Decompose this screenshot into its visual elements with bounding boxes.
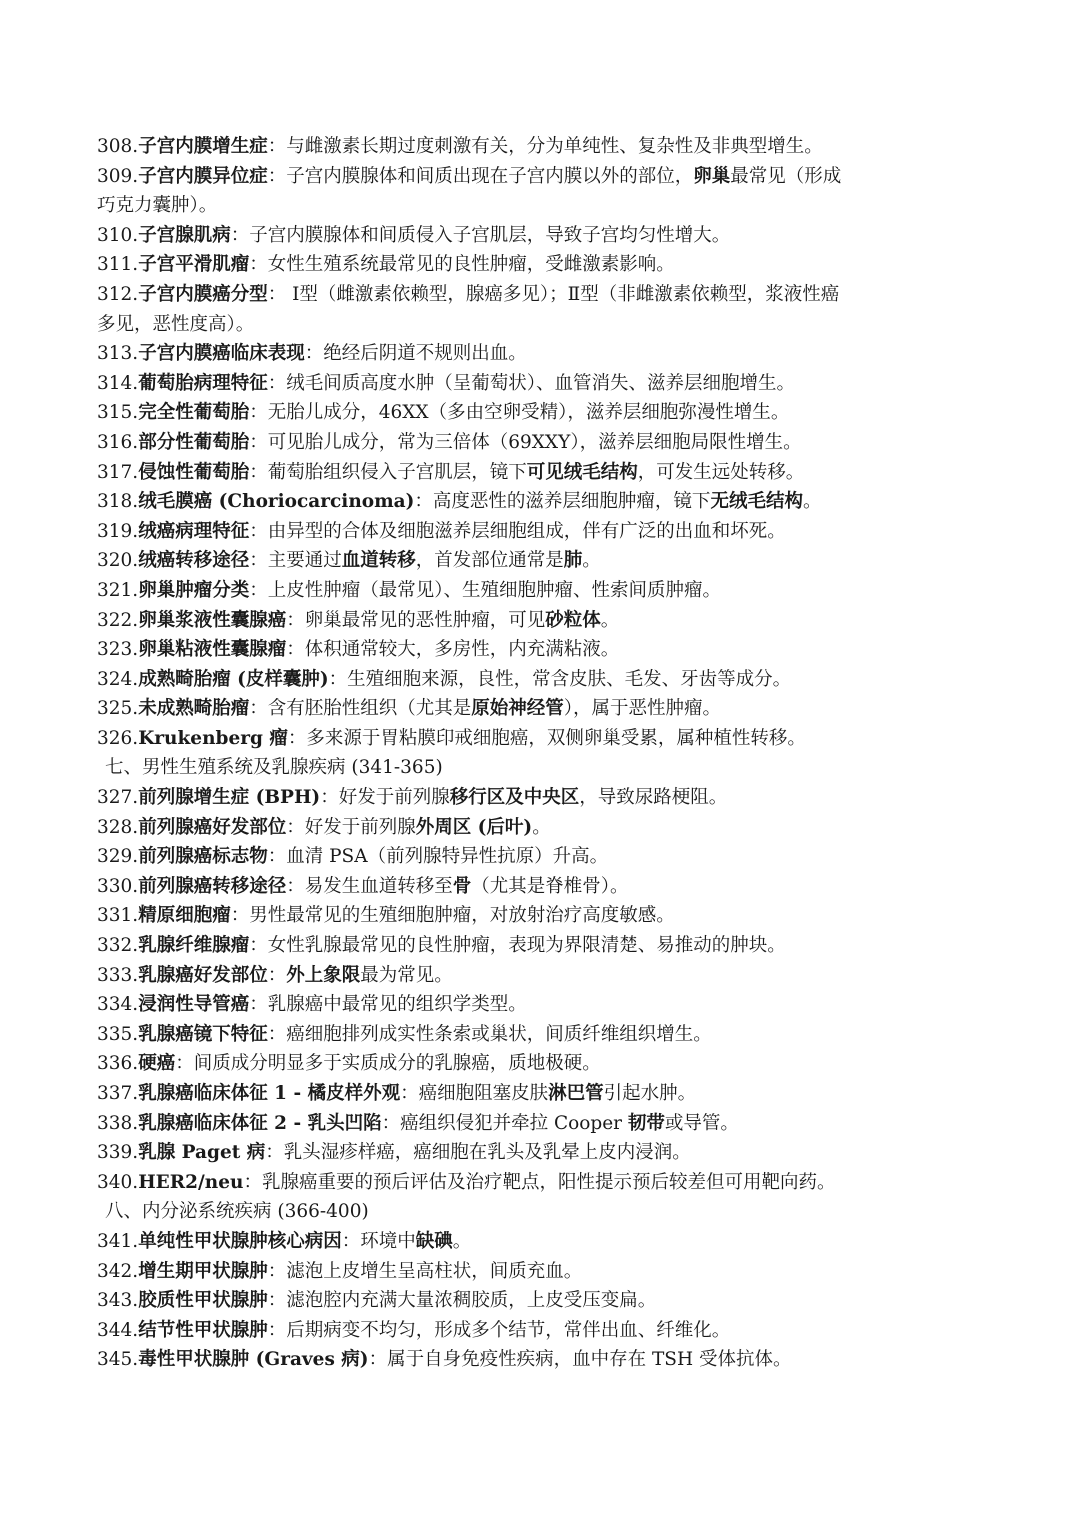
text-line-continuation [97, 310, 997, 340]
bold-term: 卵巢粘液性囊腺瘤 [138, 639, 287, 661]
text-segment: ：绝经后阴道不规则出血。 [304, 343, 527, 365]
list-item [97, 1168, 997, 1198]
text-segment: 343. [97, 1290, 139, 1312]
bold-term: 淋巴管 [548, 1083, 604, 1104]
bold-term: 单纯性甲状腺肿核心病因 [138, 1230, 342, 1252]
text-segment: ：滤泡上皮增生呈高柱状，间质充血。 [267, 1260, 583, 1282]
list-item [97, 990, 997, 1020]
bold-term: 精原细胞瘤 [138, 905, 231, 927]
bold-term: 绒毛膜癌 (Choriocarcinoma) [138, 491, 415, 513]
text-segment: 335. [97, 1023, 139, 1045]
text-segment: 322. [97, 609, 139, 631]
text-segment: ：高度恶性的滋养层细胞肿瘤，镜下 [414, 491, 711, 513]
text-segment: ：男性最常见的生殖细胞肿瘤，对放射治疗高度敏感。 [230, 905, 675, 927]
text-segment: 。 [532, 816, 551, 838]
text-segment: 334. [97, 994, 139, 1016]
bold-term: 骨 [452, 875, 472, 897]
text-segment: ：易发生血道转移至 [286, 875, 453, 897]
text-segment: ：癌组织侵犯并牵拉 Cooper [381, 1112, 628, 1134]
text-segment: 325. [97, 698, 139, 720]
text-segment: ，首发部位通常是 [415, 550, 564, 572]
text-segment: 336. [97, 1053, 139, 1075]
list-item [97, 487, 997, 517]
list-item [97, 517, 997, 547]
text-segment: 315. [97, 402, 139, 424]
list-item [97, 901, 997, 931]
text-segment: 323. [97, 639, 139, 661]
text-segment: 340. [97, 1171, 139, 1193]
list-item [97, 635, 997, 665]
text-segment: 311. [97, 254, 139, 276]
text-segment: ：环境中 [341, 1230, 416, 1252]
list-item [97, 1257, 997, 1287]
text-segment: 318. [97, 491, 139, 513]
text-segment: ：乳头湿疹样癌，癌细胞在乳头及乳晕上皮内浸润。 [265, 1142, 691, 1164]
bold-term: 子宫内膜异位症 [138, 165, 268, 187]
bold-term: 乳腺癌临床体征 2 - 乳头凹陷 [138, 1112, 382, 1134]
text-segment: 309. [97, 165, 139, 187]
text-segment: ： Ⅰ型（雌激素依赖型，腺癌多见）；Ⅱ型（非雌激素依赖型，浆液性癌 [267, 283, 840, 305]
bold-term: 侵蚀性葡萄胎 [138, 461, 250, 483]
bold-term: 结节性甲状腺肿 [138, 1319, 268, 1341]
text-segment: 319. [97, 520, 139, 542]
text-segment: ：癌细胞排列成实性条索或巢状，间质纤维组织增生。 [267, 1023, 712, 1045]
list-item [97, 221, 997, 251]
bold-term: 外上象限 [286, 964, 361, 986]
text-segment: 巧克力囊肿）。 [97, 195, 218, 217]
list-item [97, 724, 997, 754]
text-segment: ：女性乳腺最常见的良性肿瘤，表现为界限清楚、易推动的肿块。 [249, 935, 786, 957]
bold-term: 硬癌 [138, 1053, 176, 1075]
text-segment: 330. [97, 875, 139, 897]
text-segment: 342. [97, 1260, 139, 1282]
text-segment: 。 [582, 550, 601, 572]
text-segment: ：绒毛间质高度水肿（呈葡萄状）、血管消失、滋养层细胞增生。 [267, 372, 795, 394]
bold-term: 绒癌转移途径 [138, 550, 250, 572]
list-item [97, 872, 997, 902]
text-segment: ：上皮性肿瘤（最常见）、生殖细胞肿瘤、性索间质肿瘤。 [249, 579, 721, 601]
text-segment: 308. [97, 136, 139, 157]
text-segment: 引起水肿。 [603, 1083, 697, 1104]
bold-term: Krukenberg 瘤 [138, 727, 288, 749]
text-segment: 338. [97, 1112, 139, 1134]
text-segment: 。 [452, 1230, 472, 1252]
text-segment: 320. [97, 550, 139, 572]
bold-term: 毒性甲状腺肿 (Graves 病) [138, 1349, 369, 1371]
text-segment: 316. [97, 431, 139, 453]
text-segment: 最常见（形成 [730, 165, 842, 187]
list-item [97, 606, 997, 636]
text-segment: ：含有胚胎性组织（尤其是 [249, 698, 472, 720]
text-segment: 七、男性生殖系统及乳腺疾病 (341-365) [105, 757, 443, 779]
text-segment: ：好发于前列腺 [320, 787, 450, 809]
text-segment: ：子宫内膜腺体和间质侵入子宫肌层，导致子宫均匀性增大。 [230, 224, 731, 246]
list-item [97, 369, 997, 399]
text-segment: 多见，恶性度高）。 [97, 313, 255, 335]
bold-term: 前列腺癌转移途径 [138, 875, 287, 897]
text-segment: 329. [97, 846, 139, 868]
list-item [97, 1138, 997, 1168]
bold-term: 血道转移 [341, 550, 416, 572]
text-segment: ： [267, 964, 287, 986]
bold-term: 乳腺癌临床体征 1 - 橘皮样外观 [138, 1083, 401, 1104]
list-item [97, 132, 997, 162]
text-segment: 345. [97, 1349, 139, 1371]
bold-term: 子宫平滑肌瘤 [138, 254, 250, 276]
text-segment: 328. [97, 816, 139, 838]
text-segment: ：主要通过 [249, 550, 342, 572]
list-item [97, 1109, 997, 1139]
list-item [97, 842, 997, 872]
bold-term: 子宫腺肌病 [138, 224, 231, 246]
text-segment: ：癌细胞阻塞皮肤 [400, 1083, 549, 1104]
text-segment: ：体积通常较大，多房性，内充满粘液。 [286, 639, 620, 661]
list-item [97, 783, 997, 813]
text-segment: 。 [600, 609, 620, 631]
list-item [97, 813, 997, 843]
text-segment: 327. [97, 787, 139, 809]
bold-term: 原始神经管 [471, 698, 564, 720]
text-segment: ：女性生殖系统最常见的良性肿瘤，受雌激素影响。 [249, 254, 675, 276]
list-item [97, 961, 997, 991]
list-item [97, 546, 997, 576]
text-segment: 333. [97, 964, 139, 986]
list-item [97, 162, 997, 192]
text-segment: 312. [97, 283, 139, 305]
text-segment: ，可发生远处转移。 [637, 461, 805, 483]
bold-term: 前列腺癌好发部位 [138, 816, 287, 838]
list-item [97, 1345, 997, 1375]
list-item [97, 576, 997, 606]
text-segment: ：属于自身免疫性疾病，血中存在 TSH 受体抗体。 [368, 1349, 792, 1371]
text-segment: 317. [97, 461, 139, 483]
bold-term: 肺 [563, 550, 583, 572]
text-segment: ：可见胎儿成分，常为三倍体（69XXY），滋养层细胞局限性增生。 [249, 431, 802, 453]
text-segment: 最为常见。 [360, 964, 453, 986]
list-item [97, 1049, 997, 1079]
bold-term: 葡萄胎病理特征 [138, 372, 268, 394]
bold-term: 乳腺 Paget 病 [138, 1142, 266, 1164]
text-segment: ：卵巢最常见的恶性肿瘤，可见 [286, 609, 546, 631]
list-item [97, 280, 997, 310]
list-item [97, 1316, 997, 1346]
bold-term: 卵巢肿瘤分类 [138, 579, 250, 601]
list-item [97, 1286, 997, 1316]
text-segment: ：乳腺癌中最常见的组织学类型。 [249, 994, 527, 1016]
list-item [97, 694, 997, 724]
bold-term: 胶质性甲状腺肿 [138, 1290, 268, 1312]
text-segment: ：葡萄胎组织侵入子宫肌层，镜下 [249, 461, 527, 483]
bold-term: 成熟畸胎瘤 (皮样囊肿) [138, 668, 329, 690]
text-segment: ：与雌激素长期过度刺激有关，分为单纯性、复杂性及非典型增生。 [267, 136, 823, 157]
text-segment: 332. [97, 935, 139, 957]
bold-term: 未成熟畸胎瘤 [138, 698, 250, 720]
text-segment: 344. [97, 1319, 139, 1341]
text-segment: 341. [97, 1230, 139, 1252]
text-segment: 或导管。 [664, 1112, 739, 1134]
text-segment: ：由异型的合体及细胞滋养层细胞组成，伴有广泛的出血和坏死。 [249, 520, 786, 542]
list-item [97, 1079, 997, 1109]
bold-term: 子宫内膜癌分型 [138, 283, 268, 305]
bold-term: 部分性葡萄胎 [138, 431, 250, 453]
text-segment: ，导致尿路梗阻。 [579, 787, 728, 809]
list-item [97, 339, 997, 369]
text-segment: ：无胎儿成分，46XX（多由空卵受精），滋养层细胞弥漫性增生。 [249, 402, 790, 424]
text-segment: ：间质成分明显多于实质成分的乳腺癌，质地极硬。 [175, 1053, 601, 1075]
text-segment: 324. [97, 668, 139, 690]
text-segment: ：多来源于胃粘膜印戒细胞癌，双侧卵巢受累，属种植性转移。 [287, 727, 806, 749]
list-item [97, 665, 997, 695]
bold-term: 无绒毛结构 [710, 491, 803, 513]
bold-term: 完全性葡萄胎 [138, 402, 250, 424]
text-segment: （尤其是脊椎骨）。 [471, 875, 629, 897]
text-segment: 。 [802, 491, 822, 513]
text-segment: 337. [97, 1083, 139, 1104]
bold-term: 移行区及中央区 [449, 787, 580, 809]
section-heading [97, 753, 997, 783]
text-segment: ：滤泡腔内充满大量浓稠胶质，上皮受压变扁。 [267, 1290, 657, 1312]
list-item [97, 250, 997, 280]
bold-term: 增生期甲状腺肿 [138, 1260, 268, 1282]
bold-term: 子宫内膜癌临床表现 [138, 343, 305, 365]
list-item [97, 1227, 997, 1257]
bold-term: 砂粒体 [545, 609, 601, 631]
text-segment: 八、内分泌系统疾病 (366-400) [105, 1201, 369, 1223]
text-segment: ：后期病变不均匀，形成多个结节，常伴出血、纤维化。 [267, 1319, 731, 1341]
bold-term: 乳腺癌好发部位 [138, 964, 268, 986]
bold-term: 缺碘 [415, 1230, 453, 1252]
text-body [97, 132, 997, 1375]
bold-term: 乳腺癌镜下特征 [138, 1023, 268, 1045]
bold-term: 浸润性导管癌 [138, 994, 250, 1016]
bold-term: 绒癌病理特征 [138, 520, 250, 542]
text-segment: 326. [97, 727, 139, 749]
bold-term: 前列腺增生症 (BPH) [138, 787, 321, 809]
text-segment: ），属于恶性肿瘤。 [563, 698, 722, 720]
text-segment: ：生殖细胞来源，良性，常含皮肤、毛发、牙齿等成分。 [328, 668, 792, 690]
bold-term: 子宫内膜增生症 [138, 136, 268, 157]
list-item [97, 931, 997, 961]
text-line-continuation [97, 191, 997, 221]
text-segment: 339. [97, 1142, 139, 1164]
list-item [97, 398, 997, 428]
bold-term: 乳腺纤维腺瘤 [138, 935, 250, 957]
text-segment: 321. [97, 579, 139, 601]
bold-term: 韧带 [627, 1112, 665, 1134]
text-segment: ：乳腺癌重要的预后评估及治疗靶点，阳性提示预后较差但可用靶向药。 [243, 1171, 836, 1193]
list-item [97, 458, 997, 488]
text-segment: 331. [97, 905, 139, 927]
text-segment: 314. [97, 372, 139, 394]
bold-term: 可见绒毛结构 [526, 461, 638, 483]
list-item [97, 1020, 997, 1050]
bold-term: 卵巢浆液性囊腺癌 [138, 609, 287, 631]
bold-term: 前列腺癌标志物 [138, 846, 268, 868]
text-segment: 313. [97, 343, 139, 365]
bold-term: 外周区 (后叶) [415, 816, 533, 838]
text-segment: ：子宫内膜腺体和间质出现在子宫内膜以外的部位， [267, 165, 694, 187]
list-item [97, 428, 997, 458]
text-segment: ：好发于前列腺 [286, 816, 416, 838]
bold-term: 卵巢 [693, 165, 731, 187]
text-segment: 310. [97, 224, 139, 246]
text-segment: ：血清 PSA（前列腺特异性抗原）升高。 [267, 846, 609, 868]
bold-term: HER2/neu [138, 1171, 244, 1193]
section-heading [97, 1197, 997, 1227]
